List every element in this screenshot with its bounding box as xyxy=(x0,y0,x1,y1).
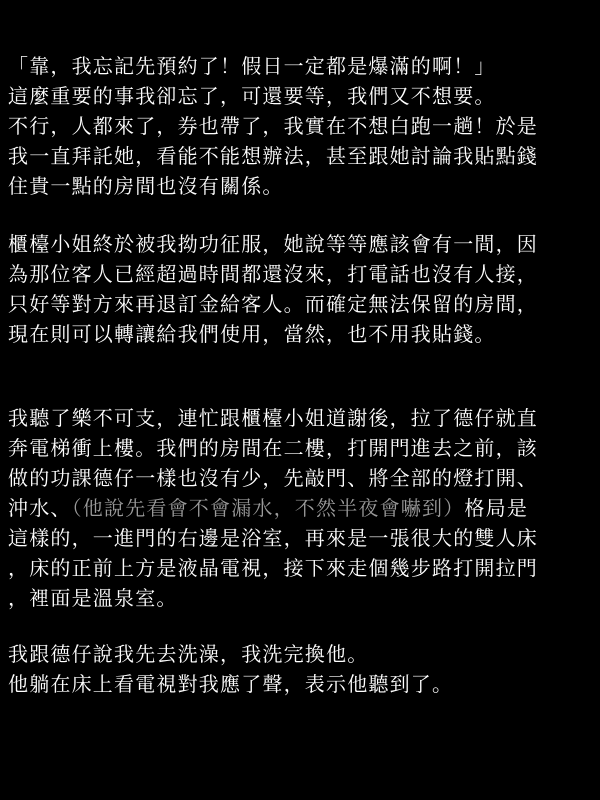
text-line: ，裡面是溫泉室。 xyxy=(8,586,178,610)
text-line: 住貴一點的房間也沒有關係。 xyxy=(8,174,284,198)
text-line: 為那位客人已經超過時間都還沒來，打電話也沒有人接， xyxy=(8,262,538,286)
text-line: 只好等對方來再退訂金給客人。而確定無法保留的房間， xyxy=(8,292,538,316)
text-line: 這樣的，一進門的右邊是浴室，再來是一張很大的雙人床 xyxy=(8,526,538,550)
text-line: 我聽了樂不可支，連忙跟櫃檯小姐道謝後，拉了德仔就直 xyxy=(8,406,538,430)
text-line: 現在則可以轉讓給我們使用，當然，也不用我貼錢。 xyxy=(8,322,496,346)
text-line: 他躺在床上看電視對我應了聲，表示他聽到了。 xyxy=(8,672,454,696)
text-line: 做的功課德仔一樣也沒有少，先敲門、將全部的燈打開、 xyxy=(8,466,538,490)
text-line: 「靠，我忘記先預約了！假日一定都是爆滿的啊！」 xyxy=(8,54,496,78)
text-line: 不行，人都來了，券也帶了，我實在不想白跑一趟！於是 xyxy=(8,114,538,138)
text-line: 奔電梯衝上樓。我們的房間在二樓，打開門進去之前，該 xyxy=(8,436,538,460)
text-line: 我跟德仔說我先去洗澡，我洗完換他。 xyxy=(8,642,369,666)
text-line xyxy=(8,494,528,522)
text-fragment: 格局是 xyxy=(464,496,529,520)
text-line: 我一直拜託她，看能不能想辦法，甚至跟她討論我貼點錢 xyxy=(8,144,538,168)
text-line: ，床的正前上方是液晶電視，接下來走個幾步路打開拉門 xyxy=(8,556,538,580)
text-line: 這麼重要的事我卻忘了，可還要等，我們又不想要。 xyxy=(8,84,496,108)
aside-note: （他說先看會不會漏水，不然半夜會嚇到） xyxy=(71,496,465,520)
text-line: 櫃檯小姐終於被我拗功征服，她說等等應該會有一間，因 xyxy=(8,232,538,256)
text-fragment: 沖水、 xyxy=(8,496,72,520)
